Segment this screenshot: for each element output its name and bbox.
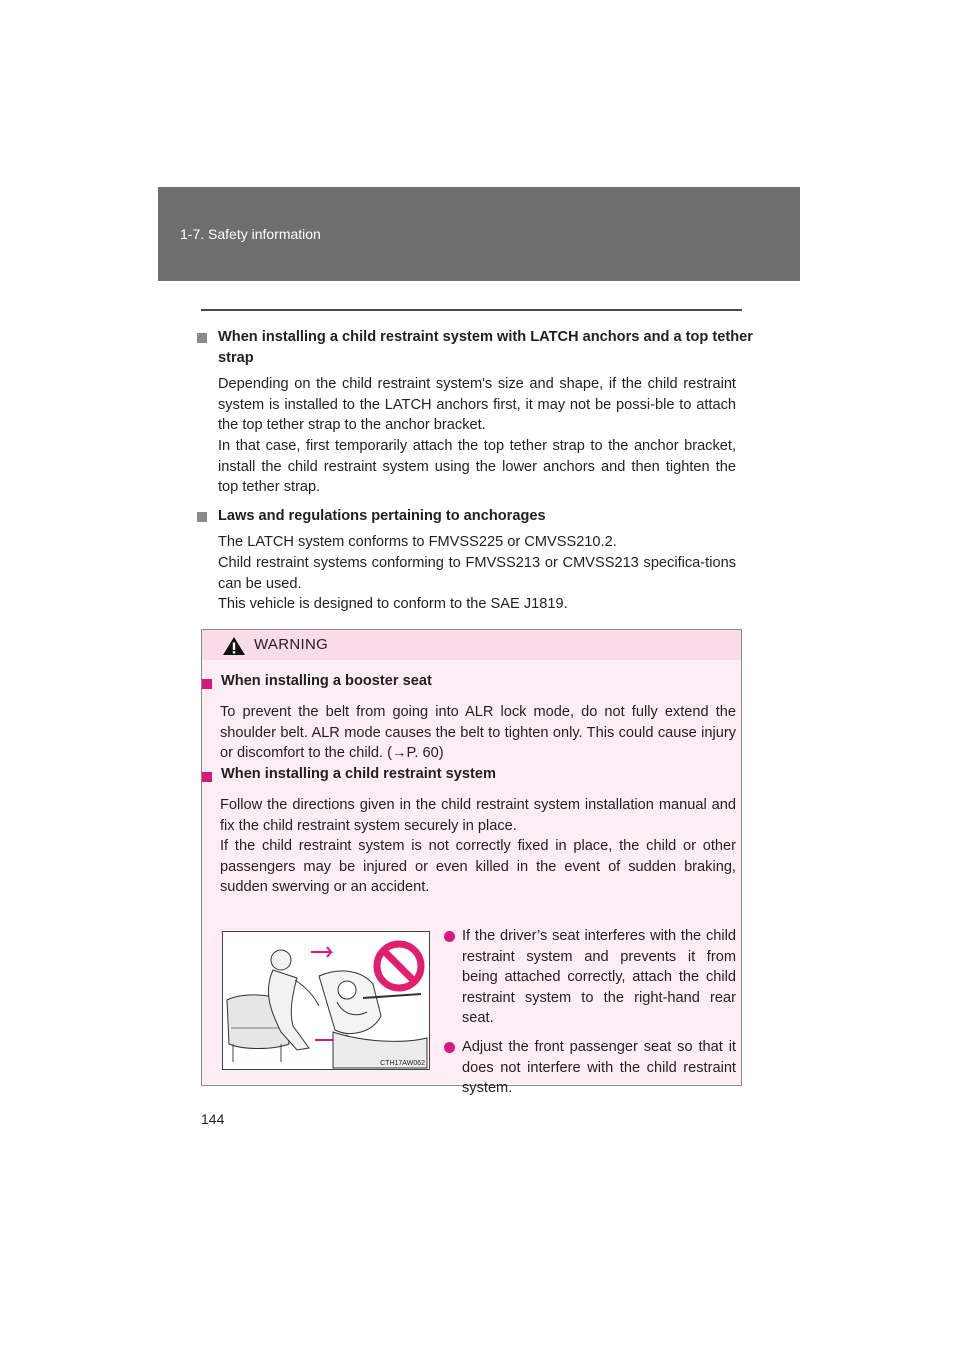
section-heading: Laws and regulations pertaining to anchorages <box>197 506 757 527</box>
paragraph: Depending on the child restraint system's size and shape, if the child restraint system is installed to the LATCH anchors first, it may not be possi-ble to attach the top tether strap to the anchor bracket. <box>218 376 736 434</box>
warning-box <box>201 629 742 1097</box>
section-latch-top-tether <box>218 327 753 498</box>
warning-title: WARNING <box>254 636 329 653</box>
illustration-code: CTH17AW062 <box>380 1060 425 1067</box>
warning-bullet-list <box>434 926 736 1107</box>
paragraph: This vehicle is designed to conform to the SAE J1819. <box>218 596 568 613</box>
warning-content: When installing a booster seat To prevent the belt from going into ALR lock mode, do not fully extend the shoulder belt. ALR mode causes the belt to tighten only. This could cause injury or discomfort to the child. (→P. 60) When installing a child restraint system Follow the directions given in the child restraint system installation manual and fix the child restraint system securely in place. If the child restraint system is not correctly fixed in place, the child or other passengers may be injured or even killed in the event of sudden braking, sudden swerving or an accident. CTH17AW062 If the driver’s seat interferes with the child restraint system and prevents it from being attached correctly, attach the child restraint system to the right-hand rear seat. Adjust the front passenger seat so that it does not interfere with the child restraint system. <box>202 660 741 1084</box>
warning-body-booster: To prevent the belt from going into ALR lock mode, do not fully extend the shoulder belt. ALR mode causes the belt to tighten only. This could cause injury or discomfort to the child. (→P. 60) <box>220 704 736 762</box>
section-title: 1-7. Safety information <box>180 226 321 242</box>
page-number: 144 <box>201 1111 225 1127</box>
main-content <box>218 327 753 623</box>
square-bullet-icon <box>202 772 212 782</box>
bullet-dot-icon <box>444 1042 455 1053</box>
list-item: If the driver’s seat interferes with the child restraint system and prevents it from being attached correctly, attach the child restraint system to the right-hand rear seat. <box>434 926 736 1029</box>
bullet-dot-icon <box>444 931 455 942</box>
child-seat-illustration <box>222 931 430 1070</box>
paragraph: The LATCH system conforms to FMVSS225 or CMVSS210.2. <box>218 534 617 551</box>
paragraph: Child restraint systems conforming to FMVSS213 or CMVSS213 specifica-tions can be used. <box>218 554 736 592</box>
warning-triangle-icon <box>222 636 246 656</box>
header-bar <box>158 187 800 281</box>
square-bullet-icon <box>197 512 207 522</box>
paragraph: In that case, first temporarily attach the top tether strap to the anchor bracket, install the child restraint system using the lower anchors and then tighten the top tether strap. <box>218 437 736 496</box>
seat-diagram-image <box>223 932 429 1069</box>
warning-body-child-restraint: Follow the directions given in the child restraint system installation manual and fix the child restraint system securely in place. If the child restraint system is not correctly fixed in place, the child or other passengers may be injured or even killed in the event of sudden braking, sudden swerving or an accident. <box>220 797 736 896</box>
square-bullet-icon <box>202 679 212 689</box>
section-laws-regulations <box>218 506 736 615</box>
warning-header <box>202 630 741 661</box>
section-heading: When installing a child restraint system with LATCH anchors and a top tether strap <box>197 327 757 368</box>
list-item: Adjust the front passenger seat so that it does not interfere with the child restraint system. <box>434 1037 736 1099</box>
square-bullet-icon <box>197 333 207 343</box>
divider <box>201 309 742 311</box>
